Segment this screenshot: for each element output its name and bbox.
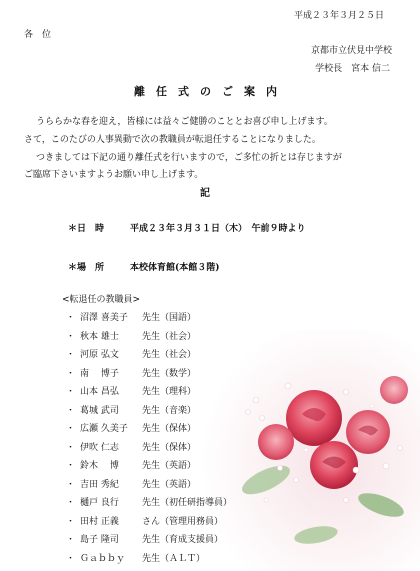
staff-name: 吉田 秀紀 [80, 479, 119, 490]
bullet-icon: ・ [66, 461, 76, 471]
bullet-icon: ・ [66, 331, 76, 342]
addressee: 各 位 [24, 30, 52, 40]
staff-row [66, 388, 196, 400]
bullet-icon: ・ [66, 553, 76, 564]
staff-role: 先生（社会） [142, 350, 197, 360]
body-line-2: さて，このたびの人事異動で次の教職員が転退任することになりました。 [24, 135, 321, 145]
place-label: ＊場 所 [68, 263, 105, 273]
place-value: 本校体育館(本館３階) [130, 263, 220, 273]
staff-row [66, 481, 196, 493]
school-name: 京都市立伏見中学校 [310, 46, 392, 56]
staff-name: 沼澤 喜美子 [80, 313, 128, 323]
bullet-icon: ・ [66, 405, 76, 416]
bullet-icon: ・ [66, 535, 76, 545]
staff-role: 先生（保体） [142, 442, 197, 453]
staff-name: 山本 昌弘 [80, 387, 119, 397]
staff-role: 先生（ＡＬＴ） [142, 553, 206, 564]
staff-role: 先生（数学） [142, 368, 197, 379]
staff-name: 南 博子 [80, 368, 119, 379]
staff-row [66, 444, 196, 456]
staff-row [66, 555, 205, 567]
body-line-4: ご臨席下さいますようお願い申し上げます。 [24, 170, 204, 180]
body-line-1: うららかな春を迎え，皆様には益々ご健勝のこととお喜び申し上げます。 [36, 117, 333, 127]
date-label: ＊日 時 [68, 224, 105, 234]
staff-role: 先生（社会） [142, 331, 197, 342]
staff-name: 島子 隆司 [80, 535, 119, 545]
staff-row [66, 407, 196, 419]
staff-row [66, 462, 196, 474]
date-value: 平成２３年３月３１日（木） 午前９時より [130, 224, 306, 234]
bullet-icon: ・ [66, 442, 76, 453]
staff-row [66, 351, 196, 363]
staff-name: 樋戸 良行 [80, 498, 119, 508]
bullet-icon: ・ [66, 479, 76, 490]
staff-role: 先生（保体） [142, 424, 197, 434]
staff-name: Ｇａｂｂｙ [80, 553, 126, 564]
bullet-icon: ・ [66, 424, 76, 434]
staff-row [66, 499, 232, 511]
bullet-icon: ・ [66, 498, 76, 508]
staff-row [66, 370, 196, 382]
staff-row [66, 314, 196, 326]
staff-name: 伊吹 仁志 [80, 442, 119, 453]
rose-bouquet-image [196, 330, 420, 571]
document-title: 離 任 式 の ご 案 内 [134, 85, 277, 98]
staff-row [66, 536, 223, 548]
staff-role: 先生（初任研指導員） [142, 498, 233, 508]
ki-marker: 記 [200, 188, 210, 199]
staff-row [66, 425, 196, 437]
bullet-icon: ・ [66, 387, 76, 397]
staff-role: 先生（理科） [142, 387, 197, 397]
staff-name: 田村 正義 [80, 516, 119, 527]
bullet-icon: ・ [66, 368, 76, 379]
bullet-icon: ・ [66, 516, 76, 527]
staff-role: 先生（国語） [142, 313, 197, 323]
staff-role: 先生（英語） [142, 479, 197, 490]
principal-name: 学校長 宮本 信二 [315, 64, 390, 74]
staff-name: 葛城 武司 [80, 405, 119, 416]
staff-role: 先生（英語） [142, 461, 197, 471]
staff-row [66, 333, 196, 345]
staff-role: さん（管理用務員） [142, 516, 224, 527]
staff-name: 広瀬 久美子 [80, 424, 128, 434]
issue-date: 平成２３年３月２５日 [293, 11, 384, 21]
staff-heading: <転退任の教職員> [62, 295, 141, 305]
body-line-3: つきましては下記の通り離任式を行いますので，ご多忙の折とは存じますが [36, 153, 342, 163]
staff-row [66, 518, 223, 530]
staff-role: 先生（育成支援員） [142, 535, 224, 545]
staff-name: 河原 弘文 [80, 350, 119, 360]
staff-role: 先生（音楽） [142, 405, 197, 416]
staff-name: 秋本 雄士 [80, 331, 119, 342]
staff-name: 鈴木 博 [80, 461, 119, 471]
bullet-icon: ・ [66, 350, 76, 360]
bullet-icon: ・ [66, 313, 76, 323]
